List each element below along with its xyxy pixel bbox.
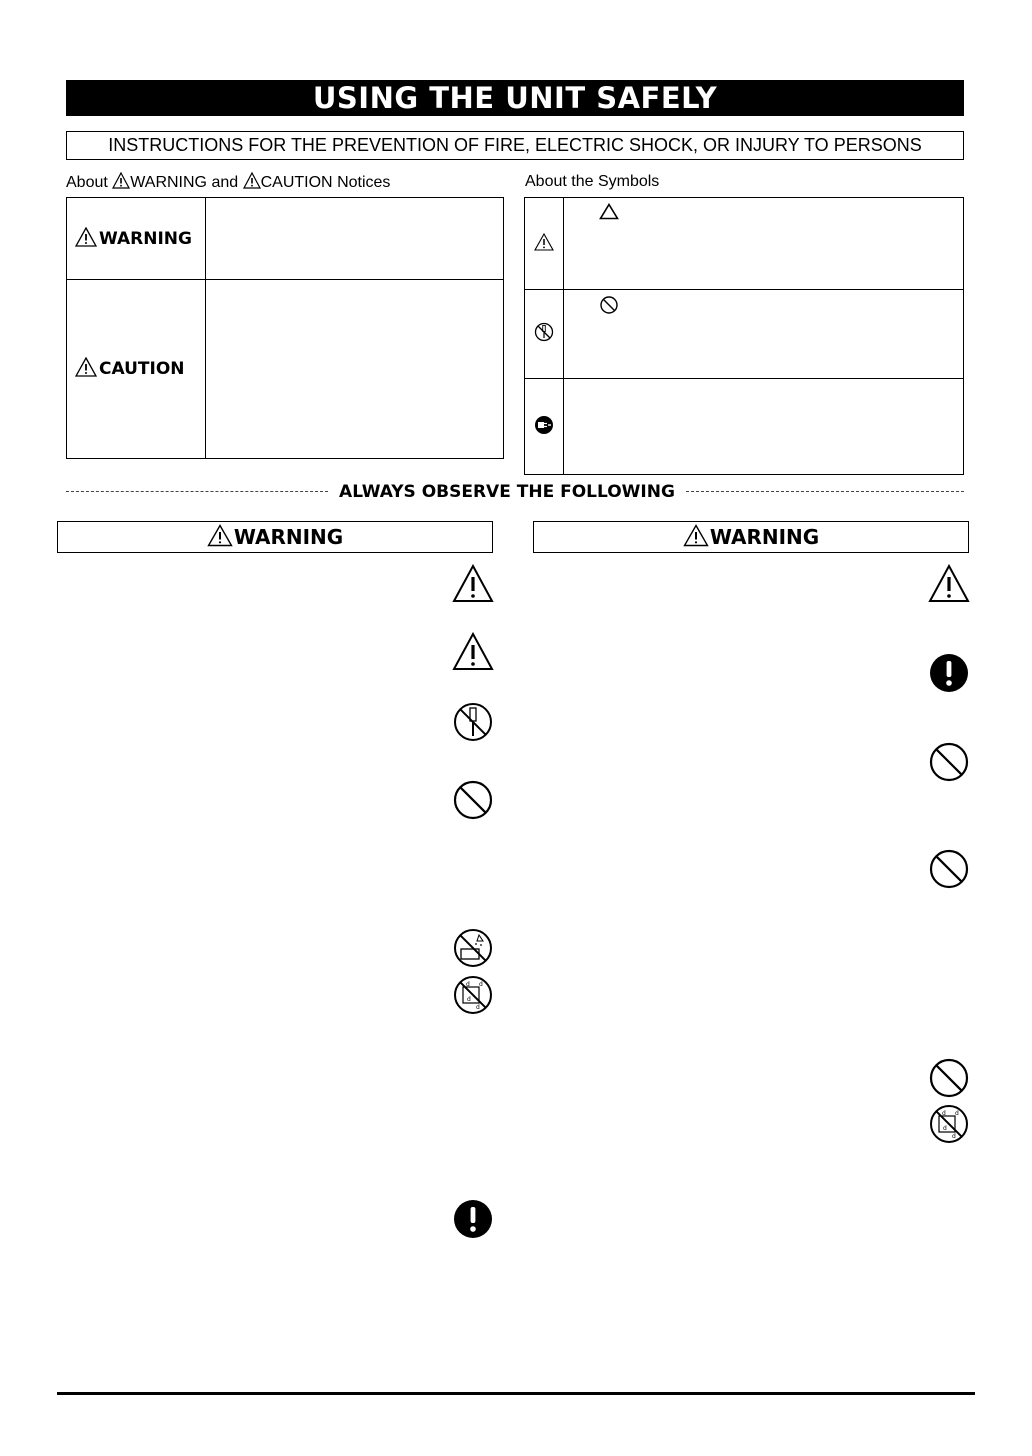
notices-heading: About WARNING and CAUTION Notices [66, 172, 390, 194]
caution-triangle-icon [928, 564, 970, 606]
caution-triangle-icon [452, 632, 494, 674]
no-disassembly-icon [534, 322, 554, 346]
no-children-icon [928, 1103, 970, 1145]
prohibited-icon [928, 741, 970, 783]
warning-row [67, 198, 503, 280]
small-prohibited-icon [599, 295, 619, 319]
page-title: USING THE UNIT SAFELY [66, 80, 964, 116]
left-warning-header: WARNING [57, 521, 493, 553]
no-children-icon [452, 974, 494, 1016]
caution-triangle-icon [75, 357, 97, 381]
mandatory-icon [452, 1198, 494, 1240]
symbols-heading: About the Symbols [525, 173, 660, 190]
svg-text:d: d [952, 1133, 956, 1140]
svg-text:d: d [476, 1004, 480, 1011]
warning-label-cell [67, 198, 206, 279]
warning-triangle-icon [683, 525, 710, 549]
no-water-icon [452, 927, 494, 969]
caution-row [67, 280, 503, 458]
symbols-table [524, 197, 964, 475]
caution-triangle-icon [534, 233, 554, 255]
svg-text:d: d [955, 1110, 959, 1117]
warning-triangle-icon [207, 525, 234, 549]
caution-triangle-icon [452, 564, 494, 606]
prohibited-icon [452, 779, 494, 821]
unplug-icon [534, 415, 554, 439]
svg-text:d: d [943, 1125, 947, 1132]
no-disassembly-icon [452, 701, 494, 743]
warning-triangle-icon [112, 172, 130, 194]
caution-triangle-icon [243, 172, 261, 194]
svg-text:d: d [467, 996, 471, 1003]
notice-table [66, 197, 504, 459]
warning-label: WARNING [99, 228, 192, 249]
bottom-rule [57, 1392, 975, 1395]
always-observe-heading: ALWAYS OBSERVE THE FOLLOWING [339, 482, 675, 502]
page-subtitle: INSTRUCTIONS FOR THE PREVENTION OF FIRE, ELECTRIC SHOCK, OR INJURY TO PERSONS [66, 131, 964, 160]
prohibited-icon [928, 1057, 970, 1099]
warning-triangle-icon [75, 227, 97, 251]
svg-text:d: d [466, 981, 470, 988]
small-triangle-icon [599, 203, 619, 224]
symbol-row-prohibited [525, 290, 963, 379]
caution-label-cell [67, 280, 206, 458]
symbol-row-mandatory [525, 379, 963, 474]
always-observe-divider [66, 481, 964, 503]
svg-text:d: d [479, 981, 483, 988]
caution-label: CAUTION [99, 359, 185, 379]
prohibited-icon [928, 848, 970, 890]
mandatory-icon [928, 652, 970, 694]
svg-text:d: d [942, 1110, 946, 1117]
right-warning-header: WARNING [533, 521, 969, 553]
symbol-row-caution [525, 198, 963, 290]
